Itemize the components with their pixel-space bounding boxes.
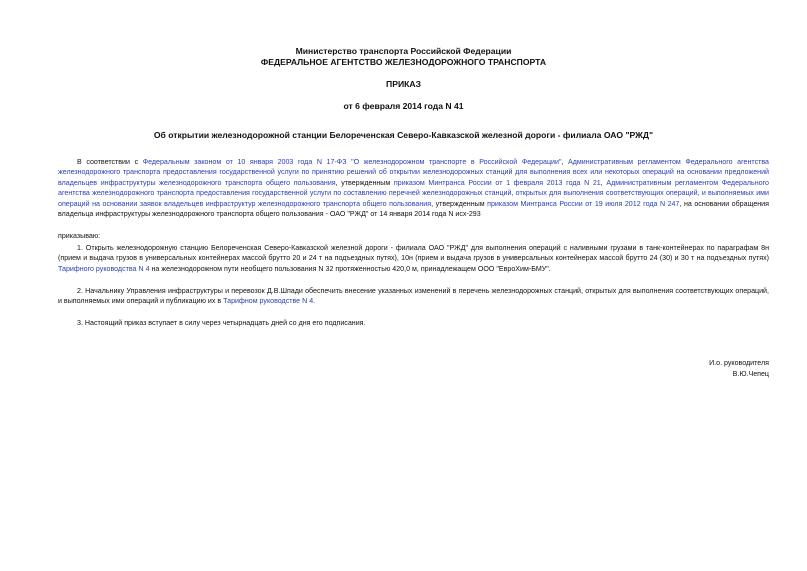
tariff-guide-link-2[interactable]: Тарифном руководстве N 4 (223, 297, 314, 306)
preamble-text-6: , на основании обращения владельца инфраструктуры железнодорожного транспорта общего пользования - ОАО "РЖД" от 14 января 2014 года N исх-293 (58, 199, 769, 219)
doc-type-heading: ПРИКАЗ (386, 79, 421, 89)
regulation-link-2[interactable]: Административным регламентом Федерального агентства железнодорожного транспорта предоставления государственной услуги по составлению перечней железнодорожных станций, открытых для выполнения соответствующих операций, и выполняемых ими операций на основании заявок владельцев инфраструктур железнодорожного транспорта общего пользования (58, 178, 769, 208)
preamble-text-5: , утвержденным (431, 199, 488, 208)
order-21-link[interactable]: приказом Минтранса России от 1 февраля 2013 года N 21 (393, 178, 601, 187)
preamble-text-3: , утвержденным (335, 178, 394, 187)
order-item-3: 3. Настоящий приказ вступает в силу через четырнадцать дней со дня его подписания. (77, 319, 366, 327)
regulation-link-1[interactable]: Административным регламентом Федерального агентства железнодорожного транспорта предоставления государственной услуги по принятию решений об открытии железнодорожных станций для выполнения всех или некоторых операций на основании предложений владельцев инфраструктуры железнодорожного транспорта общего пользования (58, 158, 769, 187)
agency-heading: ФЕДЕРАЛЬНОЕ АГЕНТСТВО ЖЕЛЕЗНОДОРОЖНОГО ТРАНСПОРТА (260, 57, 547, 67)
order-item-2 (58, 286, 769, 307)
ministry-heading: Министерство транспорта Российской Федерации (295, 46, 512, 56)
order-word: приказываю: (58, 232, 101, 240)
item2-text-1: 2. Начальнику Управления инфраструктуры и перевозок Д.В.Шпади обеспечить внесение указанных изменений в перечень железнодорожных станций, открытых для выполнения соответствующих операций, и выполняемых ими операций и публикацию их в (58, 287, 769, 306)
item1-text-1: 1. Открыть железнодорожную станцию Белореченская Северо-Кавказской железной дороги - филиала ОАО "РЖД" для выполнения операций с наливными грузами в танк-контейнерах по параграфам 8н (прием и выдача грузов в универсальных контейнерах массой брутто 20 и 24 т на подъездных путях), 10н (прием и выдача грузов в универсальных контейнерах массой брутто 24 (30) и 30 т на подъездных путях) (58, 244, 769, 263)
tariff-guide-link-1[interactable]: Тарифного руководства N 4 (58, 264, 150, 273)
order-247-link[interactable]: приказом Минтранса России от 19 июля 2012 года N 247 (487, 199, 680, 208)
signature-position: И.о. руководителя (709, 359, 769, 367)
preamble-text-1: В соответствии с (77, 158, 143, 166)
item2-text-2: . (313, 297, 316, 306)
preamble-text-4: , (600, 178, 607, 187)
federal-law-link[interactable]: Федеральным законом от 10 января 2003 года N 17-ФЗ "О железнодорожном транспорте в Российской Федерации" (142, 158, 562, 166)
preamble-paragraph (58, 157, 769, 219)
document-title: Об открытии железнодорожной станции Белореченская Северо-Кавказской железной дороги - филиала ОАО "РЖД" (153, 130, 654, 140)
order-item-1 (58, 243, 769, 274)
item1-text-2: на железнодорожном пути необщего пользования N 32 протяженностью 420,0 м, принадлежащем ООО "ЕвроХим-БМУ". (149, 264, 551, 273)
preamble-text-2: , (561, 158, 569, 166)
date-number-heading: от 6 февраля 2014 года N 41 (343, 101, 464, 111)
signature-name: В.Ю.Чепец (732, 370, 769, 378)
